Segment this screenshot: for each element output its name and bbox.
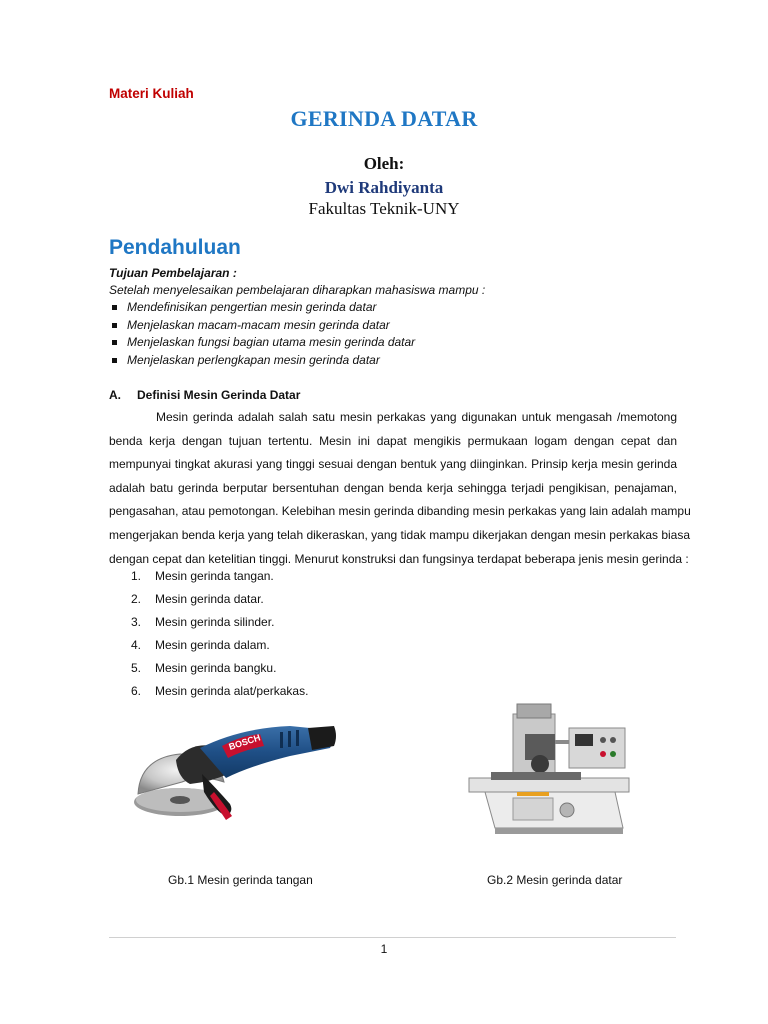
objective-item: Menjelaskan fungsi bagian utama mesin gerinda datar xyxy=(109,335,415,353)
learning-objectives-list xyxy=(109,300,415,370)
author-affiliation: Fakultas Teknik-UNY xyxy=(308,199,460,218)
document-title: GERINDA DATAR xyxy=(290,106,478,131)
paragraph-line: mengerjakan benda kerja yang telah dikeraskan, yang tidak mampu dikerjakan dengan mesin perkakas biasa xyxy=(109,527,691,542)
learning-objectives-label: Tujuan Pembelajaran : xyxy=(109,266,237,280)
paragraph-line: adalah batu gerinda berputar bersentuhan dengan benda kerja sehingga terjadi pengikisan, penajaman, xyxy=(109,480,677,495)
angle-grinder-image xyxy=(130,712,338,830)
paragraph-line: pengasahan, atau pemotongan. Kelebihan mesin gerinda dibanding mesin perkakas yang lain adalah mampu xyxy=(109,504,691,519)
paragraph-line: dengan cepat dan ketelitian tinggi. Menurut konstruksi dan fungsinya terdapat beberapa jenis mesin gerinda : xyxy=(109,551,689,566)
grinder-types-list xyxy=(131,569,308,707)
bullet-square-icon xyxy=(112,323,117,328)
bullet-square-icon xyxy=(112,358,117,363)
list-item: 5. Mesin gerinda bangku. xyxy=(131,661,277,675)
objective-item: Menjelaskan perlengkapan mesin gerinda datar xyxy=(109,353,415,371)
section-a-heading xyxy=(109,388,300,402)
footer-divider xyxy=(109,937,676,938)
figure-1-caption: Gb.1 Mesin gerinda tangan xyxy=(168,873,313,887)
section-title: Definisi Mesin Gerinda Datar xyxy=(137,388,301,402)
intro-heading: Pendahuluan xyxy=(109,236,241,259)
list-item: 2. Mesin gerinda datar. xyxy=(131,592,264,606)
bullet-square-icon xyxy=(112,305,117,310)
author-name: Dwi Rahdiyanta xyxy=(324,178,444,197)
brand-logo-text: BOSCH xyxy=(227,732,262,752)
page-number: 1 xyxy=(380,942,388,956)
learning-objectives-intro: Setelah menyelesaikan pembelajaran diharapkan mahasiswa mampu : xyxy=(109,283,486,297)
surface-grinder-image xyxy=(455,700,637,840)
list-item: 6. Mesin gerinda alat/perkakas. xyxy=(131,684,309,698)
objective-item: Menjelaskan macam-macam mesin gerinda datar xyxy=(109,318,415,336)
paragraph-line: Mesin gerinda adalah salah satu mesin perkakas yang digunakan untuk mengasah /memotong xyxy=(156,410,677,424)
bullet-square-icon xyxy=(112,340,117,345)
figure-2-caption: Gb.2 Mesin gerinda datar xyxy=(487,873,623,887)
section-letter: A. xyxy=(109,388,121,402)
paragraph-line: mempunyai tingkat akurasi yang tinggi sesuai dengan bentuk yang diinginkan. Prinsip kerja mesin gerinda xyxy=(109,457,677,472)
definition-paragraph xyxy=(109,406,691,571)
objective-item: Mendefinisikan pengertian mesin gerinda datar xyxy=(109,300,415,318)
byline-label: Oleh: xyxy=(363,154,405,173)
paragraph-line: benda kerja dengan tujuan tertentu. Mesin ini dapat mengikis permukaan logam dengan cepat dan xyxy=(109,433,677,448)
list-item: 4. Mesin gerinda dalam. xyxy=(131,638,270,652)
course-material-label: Materi Kuliah xyxy=(109,86,194,101)
list-item: 1. Mesin gerinda tangan. xyxy=(131,569,274,583)
list-item: 3. Mesin gerinda silinder. xyxy=(131,615,275,629)
